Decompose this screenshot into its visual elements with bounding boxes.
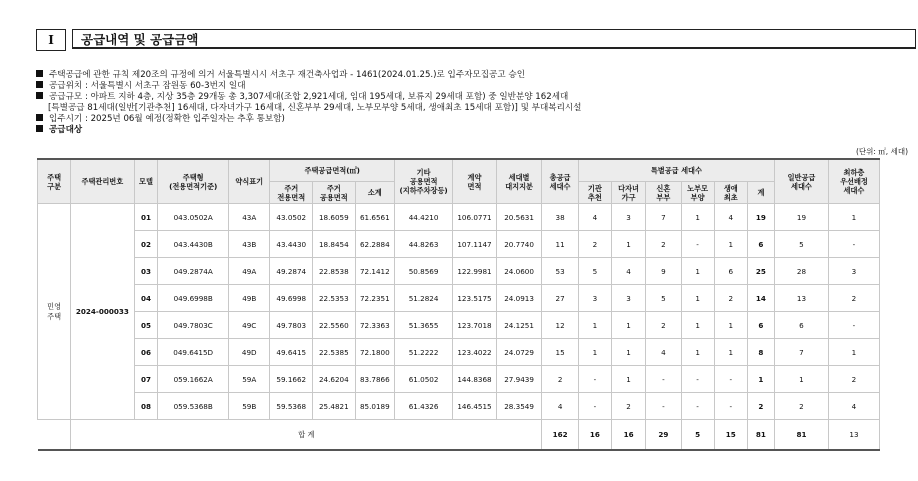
other-cell: 44.8263 (395, 231, 453, 258)
newlywed-cell: - (646, 366, 681, 393)
first-cell: 6 (714, 258, 747, 285)
header-common: 주거 공용면적 (313, 182, 356, 204)
newlywed-cell: 5 (646, 285, 681, 312)
exclusive-cell: 49.6415 (270, 339, 313, 366)
total-row (38, 420, 880, 451)
other-cell: 51.3655 (395, 312, 453, 339)
inst-cell: 3 (578, 285, 611, 312)
bullet-square-icon (36, 114, 43, 121)
abbr-cell: 49B (228, 285, 270, 312)
total-cell: 11 (542, 231, 578, 258)
total-general: 81 (774, 420, 828, 451)
total-cell: 12 (542, 312, 578, 339)
parents-cell: 1 (681, 258, 714, 285)
lowest-cell: - (828, 312, 879, 339)
bullet-square-icon (36, 125, 43, 132)
multi-cell: 3 (611, 204, 645, 231)
common-cell: 22.5353 (313, 285, 356, 312)
exclusive-cell: 49.7803 (270, 312, 313, 339)
inst-cell: 5 (578, 258, 611, 285)
first-cell: 1 (714, 312, 747, 339)
newlywed-cell: - (646, 393, 681, 420)
general-cell: 2 (774, 393, 828, 420)
sum-cell: 25 (747, 258, 774, 285)
model-cell: 06 (134, 339, 158, 366)
table-row (38, 231, 880, 258)
land-cell: 20.5631 (496, 204, 542, 231)
info-line-approval: 주택공급에 관한 규칙 제20조의 규정에 의거 서울특별시시 서초구 재건축사업과 - 1461(2024.01.25.)로 입주자모집공고 승인 (36, 70, 581, 81)
exclusive-cell: 59.5368 (270, 393, 313, 420)
land-cell: 20.7740 (496, 231, 542, 258)
land-cell: 24.0913 (496, 285, 542, 312)
general-cell: 5 (774, 231, 828, 258)
model-cell: 05 (134, 312, 158, 339)
model-cell: 07 (134, 366, 158, 393)
total-parents: 5 (681, 420, 714, 451)
inst-cell: 1 (578, 339, 611, 366)
header-house-type: 주택형 (전용면적기준) (158, 159, 229, 204)
header-land: 세대별 대지지분 (496, 159, 542, 204)
parents-cell: - (681, 366, 714, 393)
first-cell: - (714, 366, 747, 393)
header-sp-newlywed: 신혼 부부 (646, 182, 681, 204)
common-cell: 24.6204 (313, 366, 356, 393)
inst-cell: - (578, 366, 611, 393)
newlywed-cell: 7 (646, 204, 681, 231)
abbr-cell: 43B (228, 231, 270, 258)
table-row (38, 312, 880, 339)
model-cell: 03 (134, 258, 158, 285)
sum-cell: 6 (747, 312, 774, 339)
multi-cell: 1 (611, 231, 645, 258)
header-model: 모델 (134, 159, 158, 204)
sum-cell: 2 (747, 393, 774, 420)
lowest-cell: 1 (828, 339, 879, 366)
contract-cell: 107.1147 (453, 231, 497, 258)
header-type: 주택 구분 (38, 159, 71, 204)
land-cell: 24.1251 (496, 312, 542, 339)
total-cell: 2 (542, 366, 578, 393)
multi-cell: 2 (611, 393, 645, 420)
multi-cell: 4 (611, 258, 645, 285)
sum-cell: 6 (747, 231, 774, 258)
general-cell: 13 (774, 285, 828, 312)
first-cell: 1 (714, 339, 747, 366)
total-cell: 15 (542, 339, 578, 366)
manage-no-cell: 2024-000033 (71, 204, 134, 420)
table-row (38, 204, 880, 231)
announcement-info (36, 70, 581, 137)
contract-cell: 123.7018 (453, 312, 497, 339)
abbr-cell: 59A (228, 366, 270, 393)
other-cell: 44.4210 (395, 204, 453, 231)
table-row (38, 393, 880, 420)
common-cell: 18.8454 (313, 231, 356, 258)
common-cell: 18.6059 (313, 204, 356, 231)
house-type-value: 059.5368B (158, 393, 229, 420)
header-sp-first: 생애 최초 (714, 182, 747, 204)
total-multi: 16 (611, 420, 645, 451)
total-cell: 53 (542, 258, 578, 285)
abbr-cell: 49A (228, 258, 270, 285)
model-cell: 08 (134, 393, 158, 420)
multi-cell: 1 (611, 366, 645, 393)
exclusive-cell: 49.2874 (270, 258, 313, 285)
exclusive-cell: 43.4430 (270, 231, 313, 258)
bullet-square-icon (36, 81, 43, 88)
header-contract: 계약 면적 (453, 159, 497, 204)
parents-cell: 1 (681, 339, 714, 366)
abbr-cell: 49C (228, 312, 270, 339)
total-units: 162 (542, 420, 578, 451)
general-cell: 28 (774, 258, 828, 285)
total-cell: 4 (542, 393, 578, 420)
inst-cell: - (578, 393, 611, 420)
lowest-cell: - (828, 231, 879, 258)
header-sp-parents: 노부모 부양 (681, 182, 714, 204)
sum-cell: 8 (747, 339, 774, 366)
land-cell: 28.3549 (496, 393, 542, 420)
exclusive-cell: 59.1662 (270, 366, 313, 393)
subtotal-cell: 83.7866 (355, 366, 394, 393)
subtotal-cell: 85.0189 (355, 393, 394, 420)
table-row (38, 339, 880, 366)
land-cell: 27.9439 (496, 366, 542, 393)
inst-cell: 2 (578, 231, 611, 258)
first-cell: 1 (714, 231, 747, 258)
parents-cell: 1 (681, 204, 714, 231)
other-cell: 50.8569 (395, 258, 453, 285)
info-line-special: [특별공급 81세대(일반[기관추천] 16세대, 다자녀가구 16세대, 신혼부부 29세대, 노부모부양 5세대, 생애최초 15세대 포함)] 및 부대복리시설 (48, 103, 582, 114)
other-cell: 61.4326 (395, 393, 453, 420)
info-line-scale: 공급규모 : 아파트 지하 4층, 지상 35층 29개동 총 3,307세대(조합 2,921세대, 임대 195세대, 보류지 29세대 포함) 중 일반분양 162세대 (36, 92, 581, 103)
sum-cell: 19 (747, 204, 774, 231)
abbr-cell: 49D (228, 339, 270, 366)
subtotal-cell: 72.1800 (355, 339, 394, 366)
table-row (38, 366, 880, 393)
total-first: 15 (714, 420, 747, 451)
general-cell: 7 (774, 339, 828, 366)
subtotal-cell: 61.6561 (355, 204, 394, 231)
house-type-value: 043.4430B (158, 231, 229, 258)
general-cell: 1 (774, 366, 828, 393)
lowest-cell: 2 (828, 366, 879, 393)
lowest-cell: 2 (828, 285, 879, 312)
exclusive-cell: 43.0502 (270, 204, 313, 231)
general-cell: 19 (774, 204, 828, 231)
multi-cell: 1 (611, 339, 645, 366)
house-type-value: 049.7803C (158, 312, 229, 339)
newlywed-cell: 2 (646, 312, 681, 339)
header-sp-sum: 계 (747, 182, 774, 204)
other-cell: 61.0502 (395, 366, 453, 393)
abbr-cell: 43A (228, 204, 270, 231)
model-cell: 01 (134, 204, 158, 231)
inst-cell: 4 (578, 204, 611, 231)
first-cell: 4 (714, 204, 747, 231)
first-cell: - (714, 393, 747, 420)
parents-cell: 1 (681, 312, 714, 339)
header-exclusive: 주거 전용면적 (270, 182, 313, 204)
lowest-cell: 3 (828, 258, 879, 285)
multi-cell: 3 (611, 285, 645, 312)
info-line-move-in: 입주시기 : 2025년 06월 예정(정확한 입주일자는 추후 통보함) (36, 114, 581, 125)
contract-cell: 146.4515 (453, 393, 497, 420)
total-lowest: 13 (828, 420, 879, 451)
parents-cell: 1 (681, 285, 714, 312)
contract-cell: 106.0771 (453, 204, 497, 231)
total-spacer (38, 420, 71, 451)
total-cell: 27 (542, 285, 578, 312)
common-cell: 22.5560 (313, 312, 356, 339)
house-type-value: 043.0502A (158, 204, 229, 231)
inst-cell: 1 (578, 312, 611, 339)
header-other-common: 기타 공용면적 (지하주차장등) (395, 159, 453, 204)
table-row (38, 258, 880, 285)
house-type-value: 059.1662A (158, 366, 229, 393)
header-special: 특별공급 세대수 (578, 159, 774, 182)
subtotal-cell: 72.1412 (355, 258, 394, 285)
house-type-value: 049.6415D (158, 339, 229, 366)
supply-table (37, 158, 880, 451)
header-lowest: 최하층 우선배정 세대수 (828, 159, 879, 204)
total-label: 합 계 (71, 420, 542, 451)
house-type-value: 049.6998B (158, 285, 229, 312)
abbr-cell: 59B (228, 393, 270, 420)
contract-cell: 122.9981 (453, 258, 497, 285)
lowest-cell: 1 (828, 204, 879, 231)
header-total-units: 총공급 세대수 (542, 159, 578, 204)
land-cell: 24.0600 (496, 258, 542, 285)
parents-cell: - (681, 231, 714, 258)
land-cell: 24.0729 (496, 339, 542, 366)
house-type-cell: 민영 주택 (38, 204, 71, 420)
section-title: 공급내역 및 공급금액 (72, 29, 916, 49)
header-manage-no: 주택관리번호 (71, 159, 134, 204)
subtotal-cell: 72.2351 (355, 285, 394, 312)
newlywed-cell: 9 (646, 258, 681, 285)
bullet-square-icon (36, 70, 43, 77)
parents-cell: - (681, 393, 714, 420)
subtotal-cell: 62.2884 (355, 231, 394, 258)
header-sp-inst: 기관 추천 (578, 182, 611, 204)
total-cell: 38 (542, 204, 578, 231)
contract-cell: 123.5175 (453, 285, 497, 312)
common-cell: 22.8538 (313, 258, 356, 285)
other-cell: 51.2222 (395, 339, 453, 366)
header-general: 일반공급 세대수 (774, 159, 828, 204)
common-cell: 25.4821 (313, 393, 356, 420)
multi-cell: 1 (611, 312, 645, 339)
sum-cell: 14 (747, 285, 774, 312)
model-cell: 04 (134, 285, 158, 312)
total-sum: 81 (747, 420, 774, 451)
other-cell: 51.2824 (395, 285, 453, 312)
lowest-cell: 4 (828, 393, 879, 420)
total-newlywed: 29 (646, 420, 681, 451)
header-supply-area: 주택공급면적(㎡) (270, 159, 395, 182)
sum-cell: 1 (747, 366, 774, 393)
newlywed-cell: 2 (646, 231, 681, 258)
total-inst: 16 (578, 420, 611, 451)
info-line-location: 공급위치 : 서울특별시 서초구 잠원동 60-3번지 일대 (36, 81, 581, 92)
bullet-square-icon (36, 92, 43, 99)
section-number: Ⅰ (36, 29, 66, 51)
subtotal-cell: 72.3363 (355, 312, 394, 339)
info-line-target: 공급대상 (36, 125, 581, 136)
header-subtotal: 소계 (355, 182, 394, 204)
house-type-value: 049.2874A (158, 258, 229, 285)
model-cell: 02 (134, 231, 158, 258)
first-cell: 2 (714, 285, 747, 312)
section-header (36, 29, 916, 51)
general-cell: 6 (774, 312, 828, 339)
header-sp-multi: 다자녀 가구 (611, 182, 645, 204)
common-cell: 22.5385 (313, 339, 356, 366)
unit-note: (단위: ㎡, 세대) (855, 147, 908, 156)
contract-cell: 123.4022 (453, 339, 497, 366)
newlywed-cell: 4 (646, 339, 681, 366)
contract-cell: 144.8368 (453, 366, 497, 393)
header-abbr: 약식표기 (228, 159, 270, 204)
table-row (38, 285, 880, 312)
exclusive-cell: 49.6998 (270, 285, 313, 312)
